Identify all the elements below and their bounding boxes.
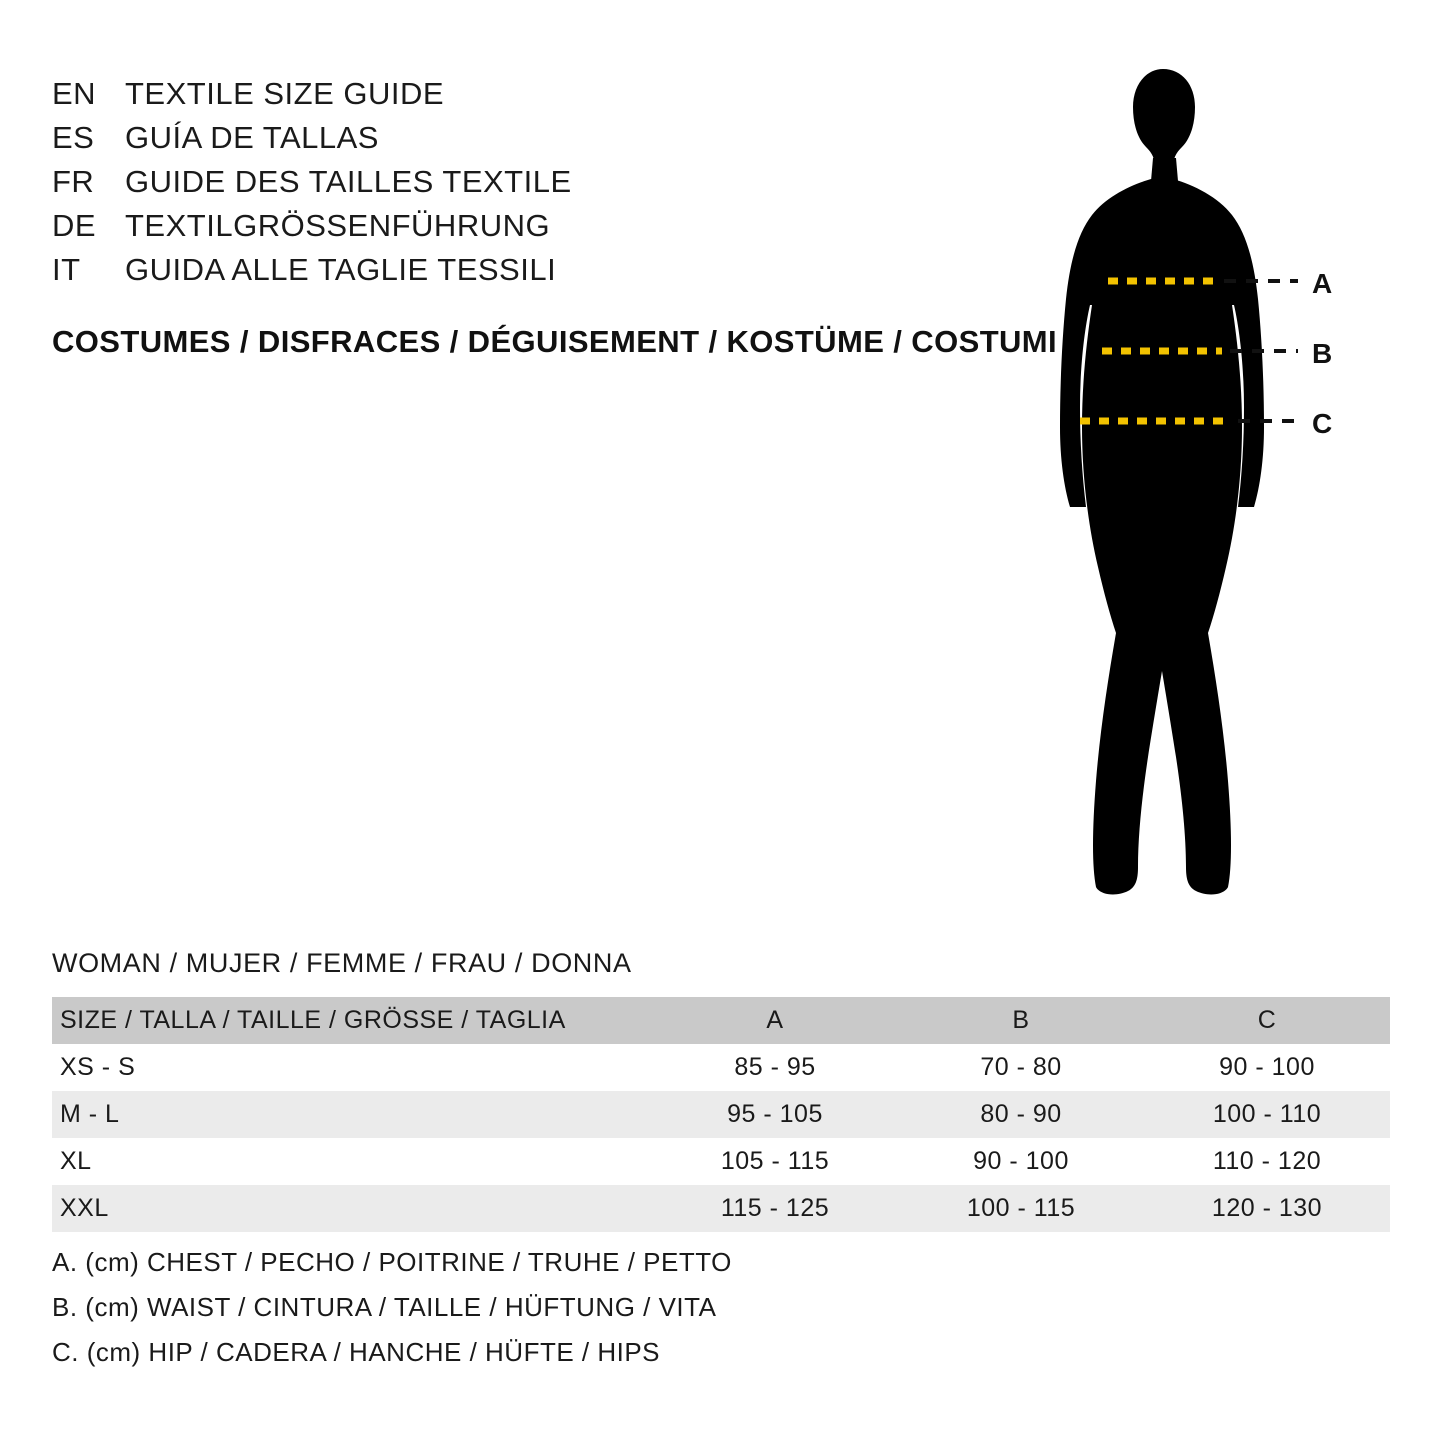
cell-hip: 90 - 100 [1219, 1053, 1315, 1081]
woman-silhouette-icon [1020, 55, 1400, 895]
language-code: FR [52, 164, 95, 199]
language-title: GUIDE DES TAILLES TEXTILE [125, 164, 572, 199]
cell-hip: 110 - 120 [1212, 1147, 1322, 1175]
column-header-a: A [652, 997, 898, 1044]
language-code: DE [52, 208, 97, 243]
cell-hip: 120 - 130 [1211, 1194, 1323, 1222]
legend-line-a: A. (cm) CHEST / PECHO / POITRINE / TRUHE / PETTO [52, 1247, 732, 1277]
cell-waist: 70 - 80 [980, 1053, 1062, 1081]
language-row [52, 204, 992, 248]
language-title: TEXTILE SIZE GUIDE [125, 76, 445, 111]
language-title: GUÍA DE TALLAS [125, 120, 379, 155]
language-row [52, 248, 992, 292]
column-header-size: SIZE / TALLA / TAILLE / GRÖSSE / TAGLIA [52, 997, 652, 1044]
legend-line-b: B. (cm) WAIST / CINTURA / TAILLE / HÜFTUNG / VITA [52, 1292, 717, 1322]
measurement-figure [1020, 55, 1400, 895]
language-code: EN [52, 76, 97, 111]
language-code: ES [52, 120, 95, 155]
marker-label-b: B [1312, 338, 1333, 369]
column-header-c: C [1144, 997, 1390, 1044]
size-table-section [52, 948, 1390, 1232]
table-row [52, 1091, 1390, 1138]
table-header [52, 997, 1390, 1044]
cell-waist: 90 - 100 [973, 1147, 1069, 1175]
language-row [52, 160, 992, 204]
language-title: TEXTILGRÖSSENFÜHRUNG [125, 208, 551, 243]
size-table [52, 997, 1390, 1232]
table-body [52, 1044, 1390, 1232]
marker-label-c: C [1312, 408, 1333, 439]
legend-line-c: C. (cm) HIP / CADERA / HANCHE / HÜFTE / HIPS [52, 1337, 661, 1367]
language-code: IT [52, 252, 81, 287]
cell-chest: 85 - 95 [734, 1053, 816, 1081]
cell-hip: 100 - 110 [1212, 1100, 1322, 1128]
measurement-legend [52, 1240, 1052, 1375]
language-title-block [52, 72, 992, 292]
category-heading: COSTUMES / DISFRACES / DÉGUISEMENT / KOSTÜME / COSTUMI [52, 324, 1058, 359]
table-header-row [52, 997, 1390, 1044]
table-row [52, 1185, 1390, 1232]
marker-label-a: A [1312, 268, 1333, 299]
cell-waist: 100 - 115 [966, 1194, 1076, 1222]
cell-size: M - L [60, 1100, 120, 1128]
cell-chest: 115 - 125 [720, 1194, 830, 1222]
language-row [52, 116, 992, 160]
language-row [52, 72, 992, 116]
cell-size: XL [60, 1147, 92, 1175]
table-caption: WOMAN / MUJER / FEMME / FRAU / DONNA [52, 948, 632, 978]
cell-size: XS - S [60, 1053, 136, 1081]
table-row [52, 1138, 1390, 1185]
cell-chest: 105 - 115 [720, 1147, 830, 1175]
cell-waist: 80 - 90 [980, 1100, 1062, 1128]
cell-chest: 95 - 105 [727, 1100, 823, 1128]
table-row [52, 1044, 1390, 1091]
cell-size: XXL [60, 1194, 109, 1222]
language-title: GUIDA ALLE TAGLIE TESSILI [125, 252, 557, 287]
column-header-b: B [898, 997, 1144, 1044]
